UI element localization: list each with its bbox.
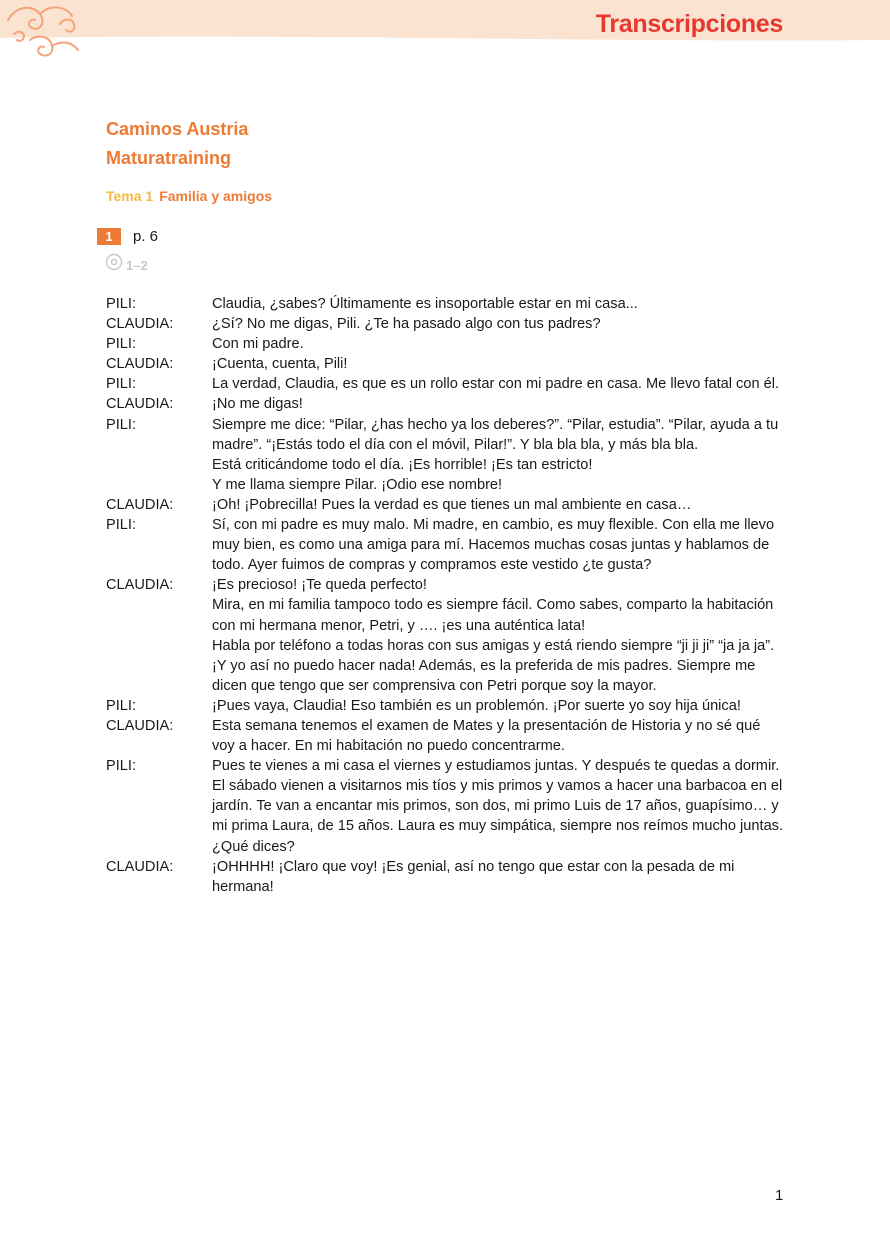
- speech-text: [212, 354, 786, 374]
- book-title-line1: Caminos Austria: [106, 119, 249, 139]
- speaker-label: CLAUDIA:: [106, 858, 174, 875]
- dialogue-turn: [106, 495, 786, 515]
- audio-track: [105, 250, 148, 273]
- dialogue-turn: [106, 716, 786, 756]
- speaker-label: CLAUDIA:: [106, 396, 174, 413]
- dialogue-turn: [106, 294, 786, 314]
- dialogue-turn: [106, 515, 786, 575]
- speaker-label: PILI:: [106, 296, 137, 312]
- speech-text: [212, 294, 786, 314]
- book-title-line2: Maturatraining: [106, 148, 232, 168]
- speech-paragraph: Siempre me dice: “Pilar, ¿has hecho ya los deberes?”. “Pilar, estudia”. “Pilar, ayuda a tu madre”. “¡Estás todo el día con el móvil, Pilar!”. Y bla bla bla, y más bla bla.: [212, 416, 779, 453]
- speech-paragraph: Habla por teléfono a todas horas con sus amigas y está riendo siempre “ji ji ji” “ja ja ja”. ¡Y yo así no puedo hacer nada! Además, es la preferida de mis padres. Siempre me dicen que tengo que ser comprensiva con Petri porque soy la mayor.: [212, 637, 775, 694]
- speech-text: [212, 575, 786, 696]
- speaker-label: PILI:: [106, 758, 137, 775]
- speaker-label: PILI:: [106, 376, 137, 393]
- speech-paragraph: ¿Sí? No me digas, Pili. ¿Te ha pasado algo con tus padres?: [212, 316, 601, 333]
- floral-ornament-icon: [0, 0, 80, 62]
- speech-text: [212, 495, 786, 515]
- speaker-label: PILI:: [106, 517, 137, 534]
- speaker-label: CLAUDIA:: [106, 356, 174, 373]
- speech-text: [212, 756, 786, 856]
- book-title: [106, 115, 248, 173]
- speech-text: [212, 314, 786, 334]
- dialogue-turn: [106, 334, 786, 354]
- speech-text: [212, 716, 786, 756]
- speech-text: [212, 394, 786, 414]
- speech-paragraph: Esta semana tenemos el examen de Mates y la presentación de Historia y no sé qué voy a hacer. En mi habitación no puedo concentrarme.: [212, 717, 761, 755]
- speech-paragraph: ¡OHHHH! ¡Claro que voy! ¡Es genial, así no tengo que estar con la pesada de mi hermana!: [212, 858, 735, 895]
- exercise-reference: [97, 228, 158, 245]
- page-number: 1: [775, 1187, 784, 1204]
- speech-paragraph: Con mi padre.: [212, 336, 304, 353]
- dialogue-turn: [106, 696, 786, 716]
- speech-paragraph: Claudia, ¿sabes? Últimamente es insoportable estar en mi casa...: [212, 296, 638, 312]
- speaker-label: PILI:: [106, 416, 137, 433]
- speaker-label: CLAUDIA:: [106, 316, 174, 333]
- dialogue-turn: [106, 415, 786, 495]
- speech-paragraph: ¡Cuenta, cuenta, Pili!: [212, 356, 348, 373]
- speech-text: [212, 857, 786, 897]
- speech-paragraph: ¡No me digas!: [212, 396, 303, 413]
- header-band: [0, 0, 890, 62]
- speaker-label: PILI:: [106, 336, 137, 353]
- speaker-label: PILI:: [106, 697, 137, 714]
- speech-paragraph: Mira, en mi familia tampoco todo es siempre fácil. Como sabes, comparto la habitación con mi hermana menor, Petri, y …. ¡es una auténtica lata!: [212, 597, 774, 634]
- dialogue-turn: [106, 374, 786, 394]
- dialogue-turn: [106, 394, 786, 414]
- speech-paragraph: ¡Oh! ¡Pobrecilla! Pues la verdad es que tienes un mal ambiente en casa…: [212, 496, 692, 513]
- exercise-page-ref: p. 6: [133, 228, 159, 245]
- speech-paragraph: Pues te vienes a mi casa el viernes y estudiamos juntas. Y después te quedas a dormir. El sábado vienen a visitarnos mis tíos y mis primos y vamos a hacer una barbacoa en el jardín. Te van a encantar mis primos, son dos, mi primo Luis de 17 años, guapísimo… y mi prima Laura, de 15 años. Laura es muy simpática, siempre nos reímos mucho juntas. ¿Qué dices?: [212, 758, 784, 855]
- speech-text: [212, 334, 786, 354]
- speech-text: [212, 696, 786, 716]
- speech-paragraph: Sí, con mi padre es muy malo. Mi madre, en cambio, es muy flexible. Con ella me llevo muy bien, es como una amiga para mí. Hacemos muchas cosas juntas y hablamos de todo. Ayer fuimos de compras y compramos este vestido ¿te gusta?: [212, 517, 775, 574]
- speech-paragraph: ¡Es precioso! ¡Te queda perfecto!: [212, 577, 427, 594]
- speech-paragraph: Está criticándome todo el día. ¡Es horrible! ¡Es tan estricto!: [212, 456, 593, 473]
- exercise-badge: 1: [97, 228, 121, 245]
- dialogue-turn: [106, 756, 786, 856]
- dialogue-turn: [106, 314, 786, 334]
- dialogue-transcript: [106, 294, 786, 897]
- speech-text: [212, 515, 786, 575]
- speaker-label: CLAUDIA:: [106, 577, 174, 594]
- dialogue-turn: [106, 857, 786, 897]
- theme-heading: [106, 188, 272, 204]
- speech-paragraph: Y me llama siempre Pilar. ¡Odio ese nombre!: [212, 476, 503, 493]
- speech-text: [212, 374, 786, 394]
- speech-paragraph: La verdad, Claudia, es que es un rollo estar con mi padre en casa. Me llevo fatal con él.: [212, 376, 780, 393]
- dialogue-turn: [106, 575, 786, 696]
- theme-name: Familia y amigos: [159, 188, 273, 204]
- dialogue-turn: [106, 354, 786, 374]
- speech-paragraph: ¡Pues vaya, Claudia! Eso también es un problemón. ¡Por suerte yo soy hija única!: [212, 697, 741, 714]
- speech-text: [212, 415, 786, 495]
- speaker-label: CLAUDIA:: [106, 496, 174, 513]
- theme-number: Tema 1: [106, 188, 154, 204]
- section-title: Transcripciones: [595, 10, 783, 38]
- speaker-label: CLAUDIA:: [106, 717, 174, 734]
- audio-cd-icon: [105, 253, 123, 271]
- track-number: 1–2: [126, 258, 148, 273]
